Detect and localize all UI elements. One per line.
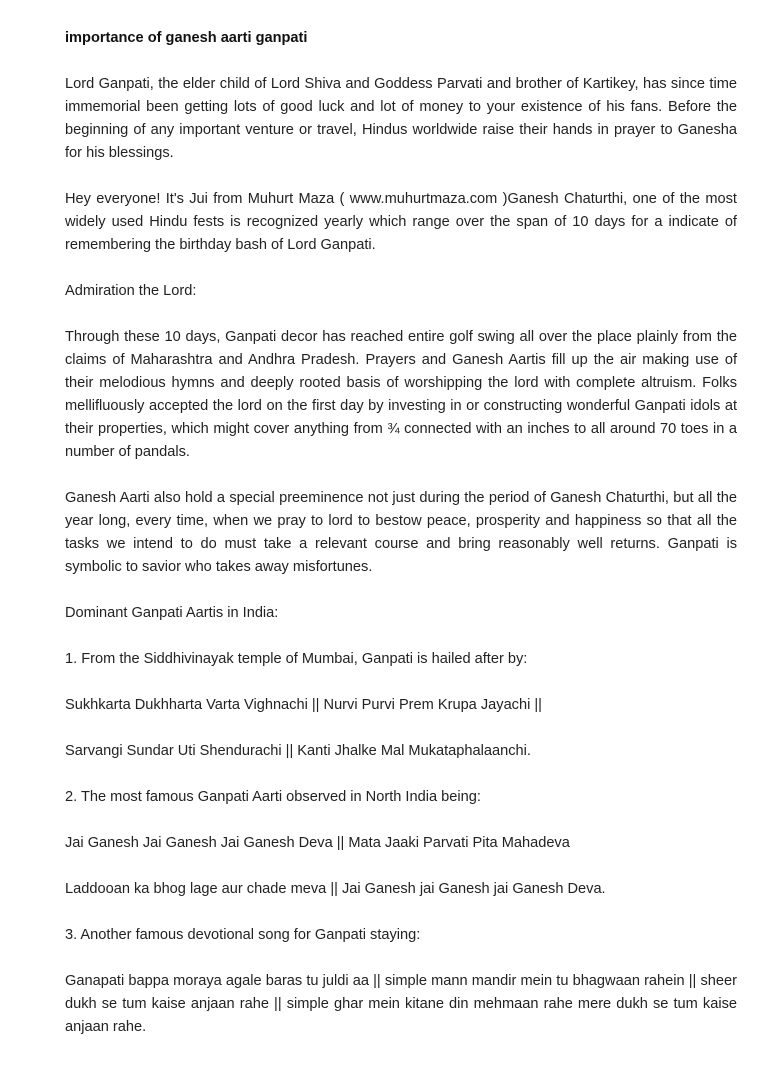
list-item-devotional-song: 3. Another famous devotional song for Ganpati staying:: [65, 927, 421, 943]
document-title: importance of ganesh aarti ganpati: [65, 30, 308, 46]
section-heading-dominant-aartis: Dominant Ganpati Aartis in India:: [65, 605, 279, 621]
paragraph-greeting: Hey everyone! It's Jui from Muhurt Maza ( www.muhurtmaza.com )Ganesh Chaturthi, one of the most widely used Hindu fests is recognized yearly which range over the span of 10 days for a indicate of remembering the birthday bash of Lord Ganpati.: [65, 191, 737, 253]
paragraph-decor: Through these 10 days, Ganpati decor has reached entire golf swing all over the place plainly from the claims of Maharashtra and Andhra Pradesh. Prayers and Ganesh Aartis fill up the air making use of their melodious hymns and deeply rooted basis of worshipping the lord with complete altruism. Folks mellifluously accepted the lord on the first day by investing in or constructing wonderful Ganpati idols at their properties, which might cover anything from ¾ connected with an inches to all around 70 toes in a number of pandals.: [65, 329, 737, 460]
verse-line: Jai Ganesh Jai Ganesh Jai Ganesh Deva || Mata Jaaki Parvati Pita Mahadeva: [65, 835, 570, 851]
list-item-north-india: 2. The most famous Ganpati Aarti observed in North India being:: [65, 789, 481, 805]
verse-line: Sarvangi Sundar Uti Shendurachi || Kanti Jhalke Mal Mukataphalaanchi.: [65, 743, 531, 759]
paragraph-aarti-significance: Ganesh Aarti also hold a special preeminence not just during the period of Ganesh Chaturthi, but all the year long, every time, when we pray to lord to bestow peace, prosperity and happiness so that all the tasks we intend to do must take a relevant course and bring reasonably well returns. Ganpati is symbolic to savior who takes away misfortunes.: [65, 490, 737, 575]
section-heading-admiration: Admiration the Lord:: [65, 283, 197, 299]
verse-line: Laddooan ka bhog lage aur chade meva || Jai Ganesh jai Ganesh jai Ganesh Deva.: [65, 881, 606, 897]
list-item-siddhivinayak: 1. From the Siddhivinayak temple of Mumbai, Ganpati is hailed after by:: [65, 651, 528, 667]
paragraph-intro: Lord Ganpati, the elder child of Lord Shiva and Goddess Parvati and brother of Kartikey, has since time immemorial been getting lots of good luck and lot of money to your existence of his fans. Before the beginning of any important venture or travel, Hindus worldwide raise their hands in prayer to Ganesha for his blessings.: [65, 76, 737, 161]
document-page: [65, 27, 737, 1039]
verse-line: Sukhkarta Dukhharta Varta Vighnachi || Nurvi Purvi Prem Krupa Jayachi ||: [65, 697, 542, 713]
verse-paragraph: Ganapati bappa moraya agale baras tu juldi aa || simple mann mandir mein tu bhagwaan rahein || sheer dukh se tum kaise anjaan rahe || simple ghar mein kitane din mehmaan rahe mere dukh se tum kaise anjaan rahe.: [65, 973, 737, 1035]
